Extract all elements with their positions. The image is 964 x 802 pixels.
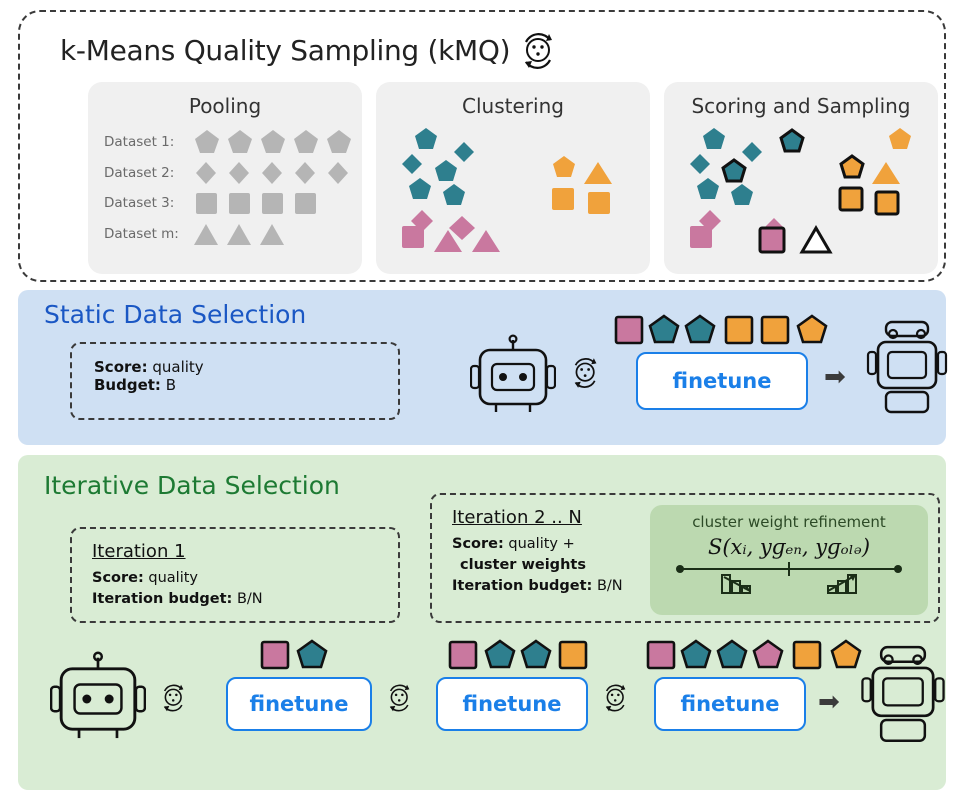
cycle-arrows-icon [516, 30, 562, 70]
static-sample-shapes [614, 312, 840, 352]
cycle-arrows-icon [566, 354, 606, 396]
iteration1-score-value: quality [143, 570, 199, 586]
clustering-scatter [376, 118, 650, 263]
iteration2-budget-value: B/N [592, 578, 623, 595]
kmq-title: k-Means Quality Sampling (kMQ) [60, 33, 511, 67]
arrow-right-icon: ➡ [818, 687, 840, 717]
pentagon-group-icon [193, 128, 363, 156]
cycle-arrows-icon [156, 681, 192, 719]
finetune-label: finetune [462, 692, 562, 716]
kmq-title-row [60, 30, 562, 70]
clustering-body [376, 118, 650, 263]
dataset-row [104, 190, 363, 216]
cwr-formula: S(xᵢ, yɡₑₙ, yɡₒₗₔ) [707, 535, 871, 559]
pooling-body [88, 118, 362, 263]
finetune-label: finetune [680, 692, 780, 716]
finetune-button-static[interactable] [636, 352, 808, 410]
cycle-arrows-icon [382, 681, 418, 719]
iteration2-box [430, 493, 940, 623]
static-panel-title: Static Data Selection [44, 300, 307, 329]
pooling-subpanel [88, 82, 362, 274]
static-config-box [70, 342, 400, 420]
iteration2-score-label: Score: [452, 536, 504, 552]
static-budget-label: Budget: [94, 376, 161, 394]
iter-sample-shapes-3 [646, 637, 872, 677]
dataset-row [104, 128, 363, 156]
finetune-button-iter-3[interactable] [654, 677, 806, 731]
kmq-panel [18, 10, 946, 282]
static-score-line [94, 358, 398, 376]
finetune-label: finetune [672, 369, 772, 393]
cwr-scale [650, 559, 928, 603]
iteration1-budget-label: Iteration budget: [92, 591, 233, 608]
triangle-group-icon [193, 221, 363, 247]
scoring-sampling-title: Scoring and Sampling [691, 94, 911, 118]
robot-tuned-icon [860, 643, 946, 751]
iteration1-score-line [92, 568, 398, 589]
iteration2-score-value2: cluster weights [460, 557, 586, 574]
cwr-title: cluster weight refinement [692, 513, 886, 531]
dataset-label: Dataset m: [104, 226, 179, 242]
static-score-value: quality [147, 358, 204, 376]
pooling-title: Pooling [188, 94, 262, 118]
iterative-panel-title: Iterative Data Selection [44, 471, 340, 500]
iteration2-heading: Iteration 2 .. N [452, 507, 582, 528]
clustering-title: Clustering [462, 94, 564, 118]
scoring-sampling-body [664, 118, 938, 263]
scoring-scatter [664, 118, 938, 263]
dataset-label: Dataset 1: [104, 134, 175, 150]
dataset-row [104, 221, 363, 247]
arrow-right-icon: ➡ [824, 362, 846, 392]
iteration2-score-value: quality + [503, 536, 575, 552]
static-budget-value: B [160, 376, 176, 394]
dataset-label: Dataset 3: [104, 195, 175, 211]
finetune-label: finetune [249, 692, 349, 716]
clustering-subpanel [376, 82, 650, 274]
static-budget-line [94, 376, 398, 394]
diamond-group-icon [193, 160, 363, 186]
static-data-selection-panel [18, 290, 946, 445]
static-score-label: Score: [94, 358, 148, 376]
robot-base-icon [470, 334, 556, 424]
cluster-weight-refinement-box [650, 505, 928, 615]
iteration1-budget-line [92, 589, 398, 610]
bar-chart-down-icon [722, 575, 750, 593]
scoring-sampling-subpanel [664, 82, 938, 274]
finetune-button-iter-1[interactable] [226, 677, 372, 731]
iter-sample-shapes-2 [448, 637, 608, 677]
finetune-button-iter-2[interactable] [436, 677, 588, 731]
iteration2-budget-label: Iteration budget: [452, 578, 593, 595]
robot-tuned-icon [866, 318, 948, 422]
cycle-arrows-icon [598, 681, 634, 719]
dataset-row [104, 160, 363, 186]
iteration1-heading: Iteration 1 [92, 541, 186, 562]
iteration1-budget-value: B/N [232, 591, 263, 608]
bar-chart-up-icon [828, 575, 856, 593]
iteration1-score-label: Score: [92, 570, 144, 586]
robot-base-icon [50, 651, 146, 751]
iterative-data-selection-panel [18, 455, 946, 790]
iter-sample-shapes-1 [260, 637, 346, 677]
square-group-icon [193, 190, 363, 216]
iteration1-box [70, 527, 400, 623]
dataset-label: Dataset 2: [104, 165, 175, 181]
